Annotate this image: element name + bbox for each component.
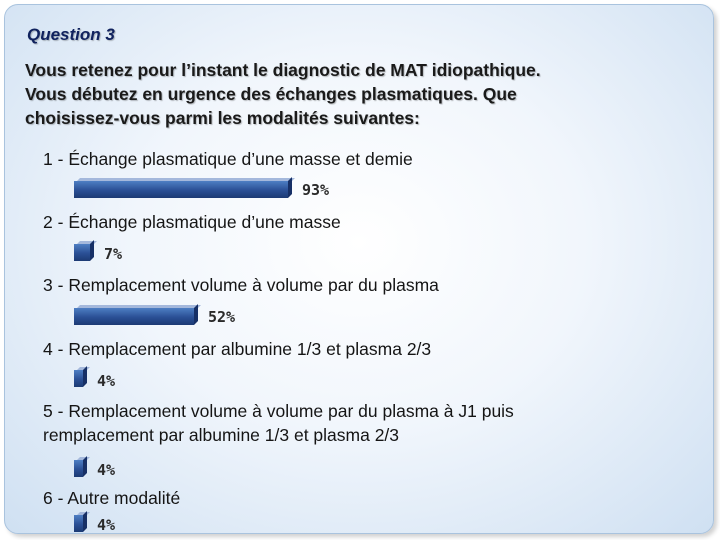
option-number: 2 -	[43, 212, 64, 232]
prompt-line: Vous retenez pour l’instant le diagnostic de MAT idiopathique.	[25, 60, 541, 80]
option-5-label	[43, 399, 663, 447]
option-5-percent: 4%	[97, 461, 116, 479]
option-number: 4 -	[43, 339, 64, 359]
bar-side-face	[83, 511, 87, 532]
option-1-label	[43, 147, 663, 171]
option-3-bar	[74, 305, 198, 325]
option-4-percent: 4%	[97, 372, 116, 390]
bar-side-face	[83, 456, 87, 477]
slide	[4, 4, 714, 534]
option-3-label	[43, 273, 663, 297]
prompt-line: Vous débutez en urgence des échanges plasmatiques. Que	[25, 84, 517, 104]
bar-side-face	[83, 366, 87, 387]
bar-side-face	[194, 304, 198, 325]
option-4-label	[43, 337, 663, 361]
option-text: Autre modalité	[67, 488, 181, 508]
bar-front-face	[74, 460, 83, 477]
bar-side-face	[288, 177, 292, 198]
option-4-bar	[74, 367, 87, 387]
question-label: Question 3	[27, 25, 115, 44]
question-prompt	[25, 58, 685, 130]
option-text: Remplacement volume à volume par du plasma à J1 puis	[68, 401, 514, 421]
option-text: Remplacement par albumine 1/3 et plasma 2/3	[68, 339, 432, 359]
option-1-bar	[74, 178, 292, 198]
bar-front-face	[74, 370, 83, 387]
option-6-bar	[74, 512, 87, 532]
option-number: 3 -	[43, 275, 64, 295]
option-number: 5 -	[43, 401, 64, 421]
option-text-continued: remplacement par albumine 1/3 et plasma 2/3	[43, 425, 400, 445]
option-6-label	[43, 486, 663, 510]
option-6-percent: 4%	[97, 516, 116, 534]
bar-front-face	[74, 244, 90, 261]
option-number: 6 -	[43, 488, 64, 508]
option-2-percent: 7%	[104, 245, 123, 263]
option-5-bar	[74, 457, 87, 477]
option-number: 1 -	[43, 149, 64, 169]
prompt-line: choisissez-vous parmi les modalités suivantes:	[25, 108, 420, 128]
option-1-percent: 93%	[302, 181, 330, 199]
option-text: Échange plasmatique d’une masse	[68, 212, 341, 232]
option-2-label	[43, 210, 663, 234]
bar-front-face	[74, 515, 83, 532]
bar-front-face	[74, 181, 288, 198]
option-text: Échange plasmatique d’une masse et demie	[68, 149, 413, 169]
option-3-percent: 52%	[208, 308, 236, 326]
option-text: Remplacement volume à volume par du plasma	[68, 275, 439, 295]
bar-front-face	[74, 308, 194, 325]
bar-side-face	[90, 240, 94, 261]
option-2-bar	[74, 241, 94, 261]
